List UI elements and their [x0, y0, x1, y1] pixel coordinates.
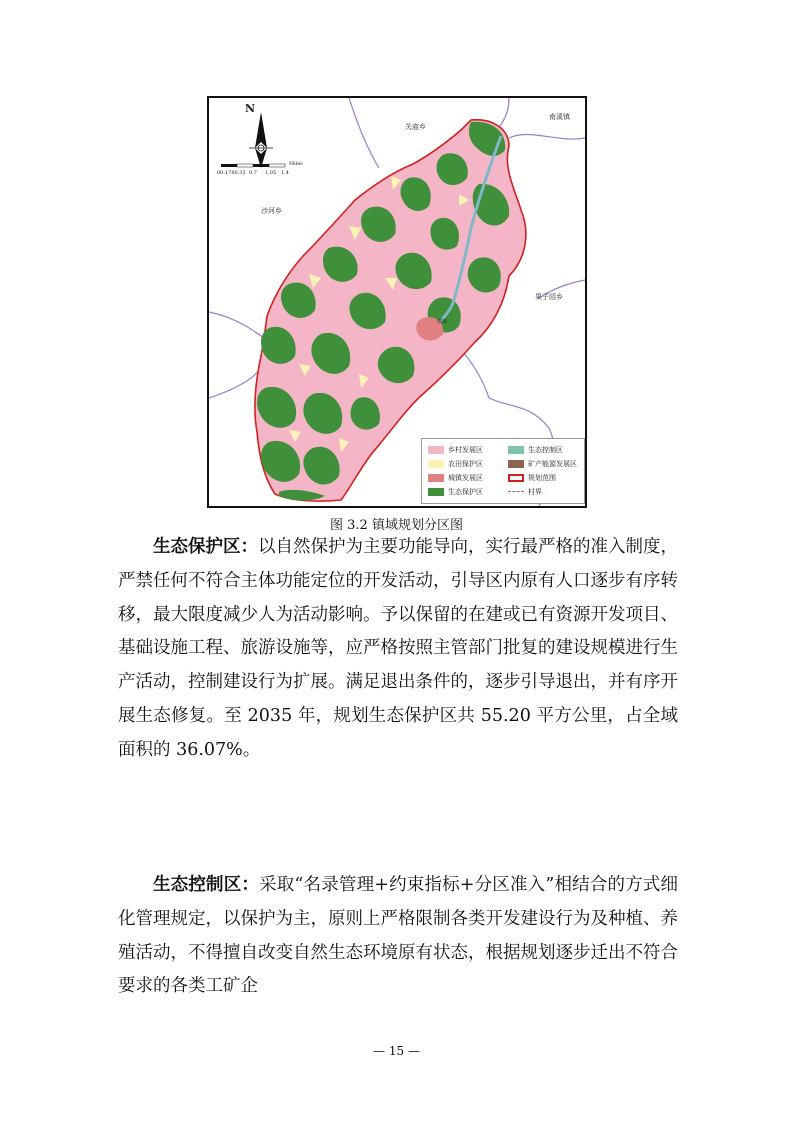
legend-swatch-rural	[428, 446, 444, 454]
paragraph-text: 采取“名录管理+约束指标+分区准入”相结合的方式细化管理规定，以保护为主，原则上严格限制各类开发建设行为及种植、养殖活动，不得擅自改变自然生态环境原有状态，根据规划逐步迁出不符合要求的各类工矿企	[118, 875, 679, 997]
map-legend	[421, 438, 585, 504]
north-arrow	[249, 112, 273, 168]
legend-label-mining: 矿产能源发展区	[528, 460, 577, 468]
legend-label-town: 城镇发展区	[448, 474, 483, 482]
scale-unit: Miles	[289, 161, 303, 167]
scale-label-3: 1.4	[281, 170, 289, 176]
scale-bar	[221, 164, 285, 167]
paragraph-lead: 生态控制区：	[153, 875, 260, 895]
scale-label-0: 00.1780.35	[217, 170, 246, 176]
place-shahe: 沙河乡	[261, 207, 282, 215]
scale-label-1: 0.7	[249, 170, 257, 176]
map-figure	[207, 96, 587, 508]
legend-label-rural: 乡村发展区	[448, 446, 483, 454]
legend-swatch-village-boundary	[508, 491, 524, 492]
north-label: N	[245, 102, 256, 115]
figure-caption: 图 3.2 镇域规划分区图	[330, 518, 463, 533]
legend-label-eco-control: 生态控制区	[528, 446, 563, 454]
paragraph-text: 以自然保护为主要功能导向，实行最严格的准入制度，严禁任何不符合主体功能定位的开发活动，引导区内原有人口逐步有序转移，最大限度减少人为活动影响。予以保留的在建或已有资源开发项目、基础设施工程、旅游设施等，应严格按照主管部门批复的建设规模进行生产活动，控制建设行为扩展。满足退出条件的，逐步引导退出，并有序开展生态修复。至 2035 年，规划生态保护区共 55.20 平方公里，占全域面积的 36.07%。	[118, 537, 678, 760]
legend-swatch-mining	[508, 460, 524, 468]
legend-label-village-boundary: 村界	[528, 488, 542, 496]
place-guoziyuan: 果子园乡	[535, 293, 563, 301]
place-town: 城镇	[437, 319, 448, 325]
legend-swatch-farmland	[428, 460, 444, 468]
paragraph-eco-protection	[118, 531, 678, 768]
place-nanxi: 南溪镇	[549, 113, 570, 121]
legend-swatch-eco-control	[508, 446, 524, 454]
legend-swatch-eco-protection	[428, 488, 444, 496]
legend-swatch-planning-range	[508, 474, 524, 482]
place-guanmiao: 关庙乡	[405, 123, 426, 131]
page-number: — 15 —	[373, 1044, 420, 1058]
scale-label-2: 1.05	[265, 170, 277, 176]
legend-label-planning-range: 规划范围	[528, 474, 556, 482]
paragraph-lead: 生态保护区：	[153, 537, 258, 557]
legend-label-farmland: 农田保护区	[448, 460, 483, 468]
legend-label-eco-protection: 生态保护区	[448, 488, 483, 496]
legend-swatch-town	[428, 474, 444, 482]
paragraph-eco-control	[118, 869, 678, 1004]
